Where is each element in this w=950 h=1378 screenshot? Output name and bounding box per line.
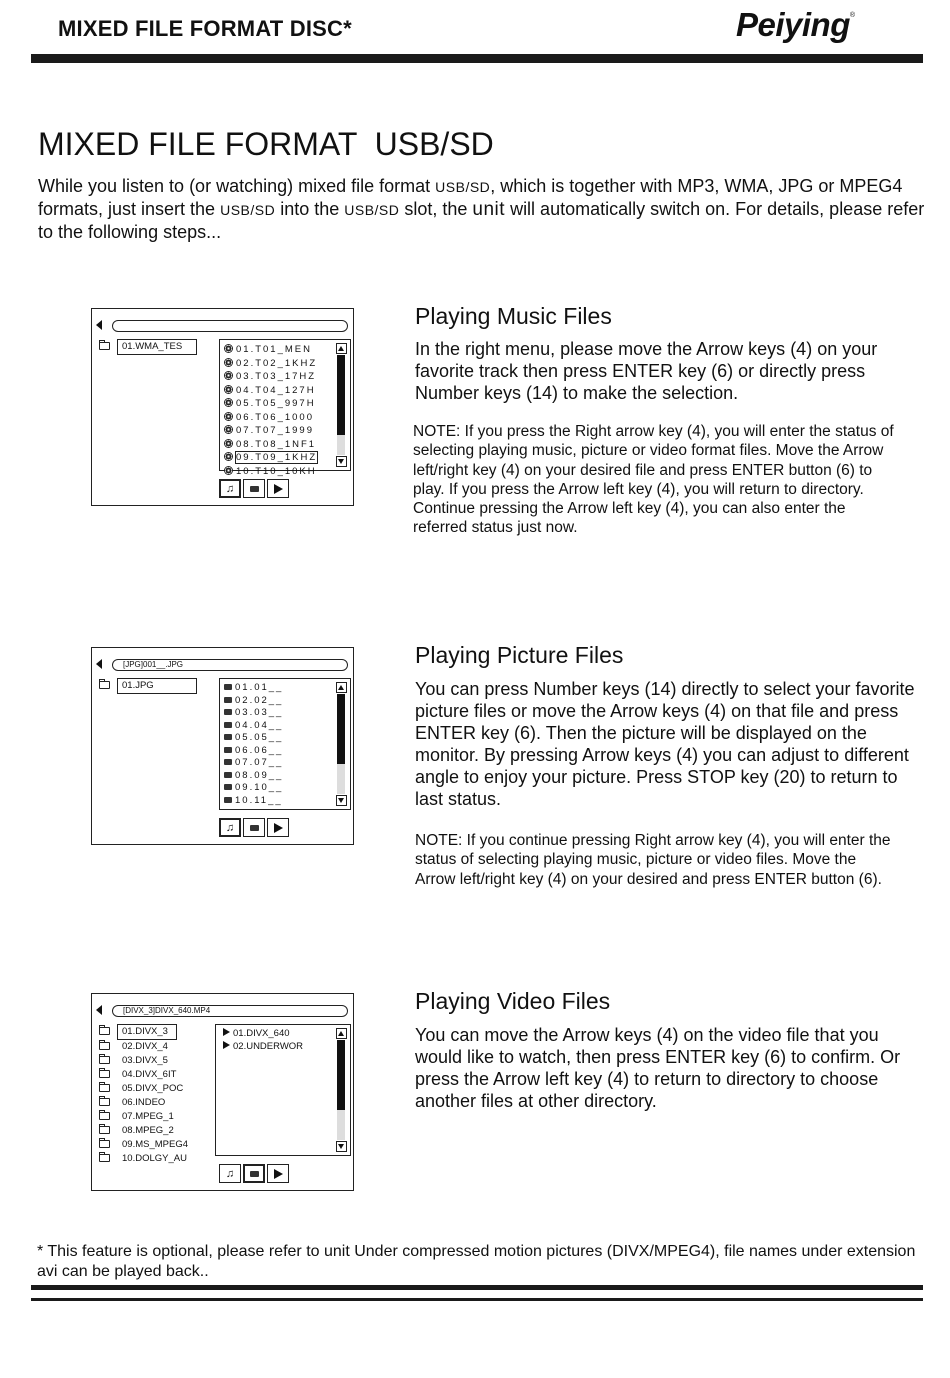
- tab-picture[interactable]: [243, 479, 265, 498]
- picture-screen: [91, 647, 354, 845]
- scroll-down-icon[interactable]: [336, 1141, 347, 1152]
- list-item-label: 03.03__: [235, 707, 284, 718]
- list-item-label: 06.T06_1000: [236, 411, 314, 423]
- list-item[interactable]: [220, 720, 283, 733]
- folder-item[interactable]: [99, 1096, 188, 1110]
- list-item-label: 01.T01_MEN: [236, 344, 312, 355]
- tab-music[interactable]: [219, 1164, 241, 1183]
- list-item-label: 10.11__: [235, 794, 283, 806]
- footer-rule: [31, 1285, 923, 1290]
- list-item-label: 07.07__: [235, 757, 284, 768]
- list-item[interactable]: [219, 1041, 303, 1054]
- list-item-label: 06.06__: [235, 744, 284, 756]
- folder-icon: [99, 1112, 110, 1120]
- list-item[interactable]: [220, 732, 283, 745]
- list-item-label: 01.01__: [235, 682, 284, 693]
- folder-icon: [99, 1098, 110, 1106]
- folder-item[interactable]: [99, 1138, 188, 1152]
- play-icon: [274, 823, 283, 833]
- video-section-title: Playing Video Files: [415, 988, 611, 1014]
- folder-icon: [99, 1027, 110, 1035]
- folder-item[interactable]: [99, 1068, 188, 1082]
- folder-icon: [99, 1126, 110, 1134]
- list-item[interactable]: [220, 770, 283, 783]
- folder-item[interactable]: [99, 1040, 188, 1054]
- list-item-label: 09.10__: [235, 782, 284, 793]
- disc-icon: [224, 358, 233, 367]
- folder-label: 09.MS_MPEG4: [122, 1139, 188, 1150]
- folder-item[interactable]: [99, 1152, 188, 1166]
- list-item[interactable]: [220, 465, 317, 479]
- play-icon: [223, 1028, 230, 1036]
- intro-usbsd-1: USB/SD: [435, 179, 491, 195]
- list-item-label: 02.UNDERWOR: [233, 1040, 304, 1052]
- folder-icon: [99, 1154, 110, 1162]
- music-section-title: Playing Music Files: [415, 303, 612, 329]
- folder-item[interactable]: [99, 1124, 188, 1138]
- list-item-label: 07.T07_1999: [236, 425, 314, 436]
- play-icon: [274, 1169, 283, 1179]
- folder-icon: [99, 681, 110, 689]
- scroll-down-icon[interactable]: [336, 456, 347, 467]
- picture-icon: [224, 759, 232, 765]
- music-screen: [91, 308, 354, 506]
- folder-icon: [99, 1140, 110, 1148]
- picture-icon: [224, 784, 232, 790]
- folder-label: 07.MPEG_1: [122, 1111, 174, 1122]
- folder-label: 08.MPEG_2: [122, 1125, 174, 1136]
- scrollbar[interactable]: [336, 1028, 347, 1152]
- scroll-up-icon[interactable]: [336, 1028, 347, 1039]
- tab-video[interactable]: [267, 1164, 289, 1183]
- list-item-label: 05.05__: [235, 732, 284, 743]
- list-item-label: 08.09__: [235, 769, 284, 781]
- folder-label: 03.DIVX_5: [122, 1055, 168, 1066]
- list-item[interactable]: [220, 757, 283, 770]
- folder-label: 10.DOLGY_AU: [122, 1153, 187, 1164]
- header-rule: [31, 54, 923, 63]
- list-item-label: 10.T10_10KH: [236, 465, 317, 477]
- mode-tabs: [219, 479, 291, 498]
- tab-music[interactable]: [219, 479, 241, 498]
- disc-icon: [224, 412, 233, 421]
- disc-icon: [224, 466, 233, 475]
- list-item[interactable]: [220, 370, 317, 384]
- list-item[interactable]: [220, 411, 317, 425]
- music-file-list[interactable]: [219, 339, 351, 477]
- intro-text-2: , which is together with MP3, WMA, JPG or MPEG4 formats, just insert the: [38, 176, 903, 219]
- picture-icon: [224, 722, 232, 728]
- back-icon[interactable]: [96, 320, 102, 330]
- picture-icon: [224, 709, 232, 715]
- list-item[interactable]: [220, 695, 283, 708]
- play-icon: [223, 1041, 230, 1049]
- music-section-note: NOTE: If you press the Right arrow key (4), you will enter the status of selecting playing music, picture or video format files. Move the Arrow left/right key (4) on your desired file and press ENTER button (6) to play. If you press the Arrow left key (4), you will return to directory. Continue pressing the Arrow left key (4), you can also enter the referred status just now.: [413, 423, 894, 537]
- tab-video[interactable]: [267, 818, 289, 837]
- intro-text-4: slot, the: [399, 199, 473, 219]
- play-icon: [274, 484, 283, 494]
- list-item-label: 04.04__: [235, 719, 284, 731]
- folder-icon: [99, 1056, 110, 1064]
- music-note-icon: ♫: [225, 821, 235, 834]
- disc-icon: [224, 344, 233, 353]
- scroll-up-icon[interactable]: [336, 343, 347, 354]
- footnote: * This feature is optional, please refer to unit Under compressed motion pictures (DIVX/MPEG4), file names under extension avi can be played back..: [37, 1243, 916, 1280]
- list-item[interactable]: [220, 707, 283, 720]
- footer-rule-thin: [31, 1298, 923, 1301]
- disc-icon: [224, 425, 233, 434]
- tab-picture[interactable]: [243, 1164, 265, 1183]
- disc-icon: [224, 439, 233, 448]
- intro-paragraph: [38, 175, 938, 243]
- video-folder-list[interactable]: [99, 1024, 188, 1166]
- page-title: MIXED FILE FORMAT USB/SD: [38, 126, 494, 162]
- scroll-down-icon[interactable]: [336, 795, 347, 806]
- picture-icon: [224, 747, 232, 753]
- picture-section-title: Playing Picture Files: [415, 642, 624, 668]
- list-item[interactable]: [220, 384, 317, 398]
- mode-tabs: [219, 818, 291, 837]
- disc-icon: [224, 452, 233, 461]
- folder-icon: [99, 1084, 110, 1092]
- intro-text-5: will automatically switch on. For details, please refer to the following steps...: [38, 199, 925, 242]
- scroll-up-icon[interactable]: [336, 682, 347, 693]
- list-item-label: 03.T03_17HZ: [236, 371, 317, 382]
- list-item-label: 05.T05_997H: [236, 398, 316, 409]
- picture-icon: [250, 486, 259, 492]
- registered-mark: ®: [849, 12, 855, 19]
- disc-icon: [224, 385, 233, 394]
- list-item[interactable]: [220, 451, 317, 465]
- brand-name: Peiying: [736, 6, 850, 43]
- folder-label: 01.JPG: [117, 678, 197, 694]
- path-bar: [DIVX_3]DIVX_640.MP4: [112, 1005, 348, 1017]
- list-item[interactable]: [219, 1028, 303, 1041]
- scrollbar[interactable]: [336, 343, 347, 467]
- folder-item[interactable]: [99, 1110, 188, 1124]
- video-section-body: You can move the Arrow keys (4) on the video file that you would like to watch, then press ENTER key (6) to confirm. Or press the Arrow left key (4) to return to directory to choose another files at other directory.: [415, 1025, 901, 1111]
- list-item[interactable]: [220, 438, 317, 452]
- list-item-label: 02.T02_1KHZ: [236, 357, 318, 369]
- folder-label: 01.DIVX_3: [117, 1024, 177, 1040]
- list-item[interactable]: [220, 357, 317, 371]
- folder-icon: [99, 1042, 110, 1050]
- back-icon[interactable]: [96, 1005, 102, 1015]
- picture-icon: [250, 1171, 259, 1177]
- folder-item[interactable]: [99, 1082, 188, 1096]
- intro-text-3: into the: [275, 199, 345, 219]
- list-item[interactable]: [220, 424, 317, 438]
- folder-label: 05.DIVX_POC: [122, 1083, 184, 1094]
- list-item-label: 02.02__: [235, 694, 284, 706]
- folder-item[interactable]: [99, 678, 197, 694]
- picture-icon: [224, 734, 232, 740]
- picture-icon: [224, 797, 232, 803]
- path-bar: [112, 320, 348, 332]
- folder-label: 06.INDEO: [122, 1097, 166, 1108]
- video-screen: [91, 993, 354, 1191]
- scroll-thumb[interactable]: [337, 1040, 345, 1110]
- folder-label: 01.WMA_TES: [117, 339, 197, 355]
- path-bar: [JPG]001__.JPG: [112, 659, 348, 671]
- folder-icon: [99, 342, 110, 350]
- intro-usbsd-3: USB/SD: [344, 202, 400, 218]
- folder-item[interactable]: [99, 1054, 188, 1068]
- brand-logo: [736, 6, 855, 44]
- folder-item[interactable]: [99, 339, 197, 355]
- tab-picture[interactable]: [243, 818, 265, 837]
- intro-text-1: While you listen to (or watching) mixed file format: [38, 176, 436, 196]
- scrollbar[interactable]: [336, 682, 347, 806]
- picture-icon: [224, 772, 232, 778]
- video-file-list[interactable]: [215, 1024, 351, 1156]
- music-section-body: In the right menu, please move the Arrow keys (4) on your favorite track then press ENTER key (6) or directly press Number keys (14) to make the selection.: [415, 339, 878, 403]
- picture-icon: [224, 684, 232, 690]
- picture-icon: [250, 825, 259, 831]
- header-title: MIXED FILE FORMAT DISC*: [58, 16, 352, 41]
- list-item-label: 09.T09_1KHZ: [236, 452, 318, 463]
- music-note-icon: ♫: [225, 1167, 235, 1180]
- list-item[interactable]: [220, 795, 283, 808]
- list-item-label: 04.T04_127H: [236, 384, 316, 396]
- scroll-thumb[interactable]: [337, 694, 345, 764]
- disc-icon: [224, 371, 233, 380]
- mode-tabs: [219, 1164, 291, 1183]
- intro-unit: unit: [472, 199, 506, 220]
- music-note-icon: ♫: [225, 482, 235, 495]
- tab-video[interactable]: [267, 479, 289, 498]
- disc-icon: [224, 398, 233, 407]
- list-item[interactable]: [220, 397, 317, 411]
- intro-usbsd-2: USB/SD: [220, 202, 276, 218]
- tab-music[interactable]: [219, 818, 241, 837]
- list-item[interactable]: [220, 782, 283, 795]
- folder-label: 04.DIVX_6IT: [122, 1069, 177, 1080]
- list-item[interactable]: [220, 682, 283, 695]
- list-item-label: 08.T08_1NF1: [236, 438, 317, 450]
- picture-file-list[interactable]: [219, 678, 351, 810]
- picture-section-body: You can press Number keys (14) directly to select your favorite picture files or move the Arrow keys (4) on that file and press ENTER key (6). Then the picture will be displayed on the monitor. By pressing Arrow keys (4) you can adjust to different angle to enjoy your picture. Press STOP key (20) to return to last status.: [415, 679, 915, 809]
- list-item[interactable]: [220, 745, 283, 758]
- folder-icon: [99, 1070, 110, 1078]
- scroll-thumb[interactable]: [337, 355, 345, 435]
- folder-item[interactable]: [99, 1024, 188, 1040]
- back-icon[interactable]: [96, 659, 102, 669]
- list-item-label: 01.DIVX_640: [233, 1028, 290, 1039]
- picture-icon: [224, 697, 232, 703]
- folder-label: 02.DIVX_4: [122, 1041, 168, 1052]
- picture-section-note: NOTE: If you continue pressing Right arrow key (4), you will enter the status of selecting playing music, picture or video files. Move the Arrow left/right key (4) on your desired and press ENTER button (6).: [415, 832, 891, 888]
- list-item[interactable]: [220, 343, 317, 357]
